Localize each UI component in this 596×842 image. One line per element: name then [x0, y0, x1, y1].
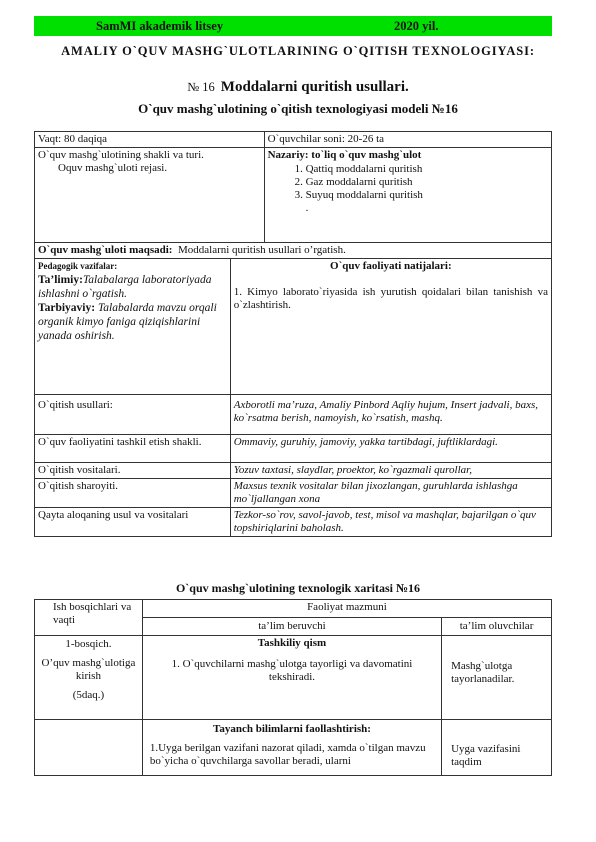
- plan-list: [268, 163, 548, 215]
- plan-label: Oquv mashg`uloti rejasi.: [58, 162, 168, 174]
- stage-header: Ish bosqichlari va vaqti: [35, 600, 143, 636]
- content-header: Faoliyat mazmuni: [142, 600, 551, 618]
- stage1-time: (5daq.): [72, 689, 105, 701]
- year: 2020 yil.: [394, 19, 439, 33]
- tarbiyaviy-label: Tarbiyaviy:: [38, 302, 96, 314]
- plan-item: 2. Gaz moddalarni quritish: [306, 176, 548, 189]
- tarbiyaviy-text: Talabalarda mavzu orqali organik kimyo faniga qiziqishlarini yanada oshirish.: [38, 302, 217, 342]
- students-count-cell: O`quvchilar soni: 20-26 ta: [264, 132, 551, 148]
- results-label: O`quv faoliyati natijalari:: [330, 260, 452, 272]
- plan-item: 1. Qattiq moddalarni quritish: [306, 163, 548, 176]
- tools-label: O`qitish vositalari.: [35, 463, 231, 479]
- model-table: [34, 131, 552, 537]
- organizational-students: Mashg`ulotga tayorlanadilar.: [442, 636, 552, 720]
- results-text: 1. Kimyo laborato`riyasida ish yurutish qoidalari bilan tanishish va o`zlashtirish.: [233, 286, 548, 311]
- stage2-cell: [35, 720, 143, 776]
- main-title: AMALIY O`QUV MASHG`ULOTLARINING O`QITISH TEXNOLOGIYASI:: [61, 44, 535, 58]
- tools-value: Yozuv taxtasi, slaydlar, proektor, ko`rgazmali qurollar,: [230, 463, 551, 479]
- talimiy-text: Talabalarga laboratoriyada ishlashni o`rgatish.: [38, 274, 212, 300]
- form-cell: [35, 148, 265, 243]
- plan-item: .: [305, 202, 309, 214]
- activation-cell: [142, 720, 441, 776]
- goal-cell: [35, 243, 552, 259]
- conditions-label: O`qitish sharoyiti.: [35, 479, 231, 508]
- tech-map-table: [34, 599, 552, 776]
- school-name: SamMI akademik litsey: [96, 19, 224, 33]
- methods-label: O`qitish usullari:: [35, 395, 231, 435]
- stage1-name: O’quv mashg`ulotiga kirish: [41, 657, 136, 682]
- model-subtitle: O`quv mashg`ulotining o`qitish texnologiyasi modeli №16: [138, 101, 458, 116]
- lesson-name: Moddalarni quritish usullari.: [220, 79, 409, 95]
- time-cell: Vaqt: 80 daqiqa: [35, 132, 265, 148]
- plan-item: 3. Suyuq moddalarni quritish: [306, 189, 548, 202]
- conditions-value: Maxsus texnik vositalar bilan jixozlangan, guruhlarda ishlashga mo`ljallangan xona: [230, 479, 551, 508]
- feedback-value: Tezkor-so`rov, savol-javob, test, misol va mashqlar, bajarilgan o`quv topshiriqlarini baholash.: [230, 508, 551, 537]
- organization-value: Ommaviy, guruhiy, jamoviy, yakka tartibdagi, juftliklardagi.: [230, 435, 551, 463]
- form-label: O`quv mashg`ulotining shakli va turi.: [38, 149, 204, 161]
- results-cell: [230, 259, 551, 395]
- organizational-teacher: 1. O`quvchilarni mashg`ulotga tayorligi va davomatini tekshiradi.: [171, 658, 413, 683]
- lesson-title: [0, 79, 596, 96]
- organizational-cell: [142, 636, 441, 720]
- organizational-title: Tashkiliy qism: [257, 637, 327, 649]
- tasks-label: Pedagogik vazifalar:: [38, 261, 118, 271]
- goal-text: Moddalarni quritish usullari o’rgatish.: [177, 244, 346, 256]
- organization-label: O`quv faoliyatini tashkil etish shakli.: [35, 435, 231, 463]
- activation-teacher: 1.Uyga berilgan vazifani nazorat qiladi, xamda o`tilgan mavzu bo`yicha o`quvchilarga savollar beradi, ularni: [149, 742, 426, 767]
- header-banner: [34, 16, 552, 36]
- theory-label: Nazariy: to`liq o`quv mashg`ulot: [267, 149, 422, 161]
- goal-label: O`quv mashg`uloti maqsadi:: [38, 244, 173, 256]
- methods-value: Axborotli ma’ruza, Amaliy Pinbord Aqliy hujum, Insert jadvali, baxs, ko`rsatma berish, namoyish, ko`rsatish, mashq.: [230, 395, 551, 435]
- activation-title: Tayanch bilimlarni faollashtirish:: [213, 723, 371, 735]
- lesson-number: № 16: [187, 80, 215, 94]
- plan-cell: [264, 148, 551, 243]
- feedback-label: Qayta aloqaning usul va vositalari: [35, 508, 231, 537]
- map-title: O`quv mashg`ulotining texnologik xaritasi №16: [175, 581, 421, 595]
- stage1-cell: [35, 636, 143, 720]
- talimiy-label: Ta’limiy:: [38, 274, 83, 286]
- students-header: ta’lim oluvchilar: [442, 618, 552, 636]
- teacher-header: ta’lim beruvchi: [142, 618, 441, 636]
- tasks-cell: [35, 259, 231, 395]
- activation-students: Uyga vazifasini taqdim: [442, 720, 552, 776]
- stage1-label: 1-bosqich.: [65, 638, 112, 650]
